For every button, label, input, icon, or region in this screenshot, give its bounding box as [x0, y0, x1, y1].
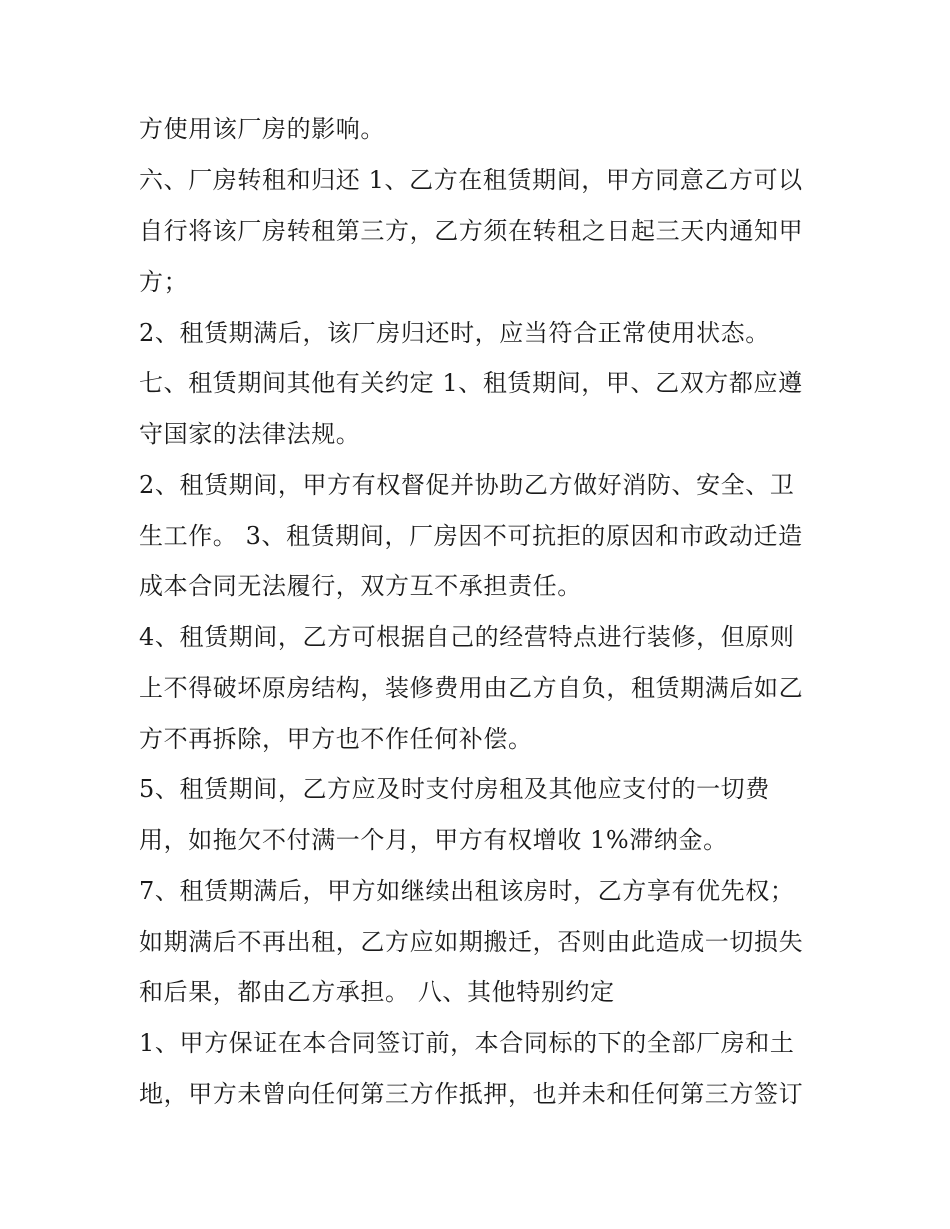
- text-line: 用，如拖欠不付满一个月，甲方有权增收 1%滞纳金。: [139, 826, 728, 854]
- text-line: 2、租赁期满后，该厂房归还时，应当符合正常使用状态。: [139, 319, 770, 347]
- text-line: 上不得破坏原房结构，装修费用由乙方自负，租赁期满后如乙: [139, 674, 804, 702]
- text-line: 七、租赁期间其他有关约定 1、租赁期间，甲、乙双方都应遵: [139, 369, 803, 397]
- text-line: 5、租赁期间，乙方应及时支付房租及其他应支付的一切费: [139, 775, 770, 803]
- text-line: 地，甲方未曾向任何第三方作抵押，也并未和任何第三方签订: [139, 1080, 804, 1108]
- text-line: 成本合同无法履行，双方互不承担责任。: [139, 572, 582, 600]
- text-line: 方不再拆除，甲方也不作任何补偿。: [139, 725, 533, 753]
- text-line: 方；: [139, 268, 189, 296]
- text-line: 自行将该厂房转租第三方，乙方须在转租之日起三天内通知甲: [139, 217, 804, 245]
- text-line: 守国家的法律法规。: [139, 420, 361, 448]
- text-line: 方使用该厂房的影响。: [139, 115, 385, 143]
- text-line: 2、租赁期间，甲方有权督促并协助乙方做好消防、安全、卫: [139, 471, 795, 499]
- text-line: 六、厂房转租和归还 1、乙方在租赁期间，甲方同意乙方可以: [139, 166, 803, 194]
- text-line: 4、租赁期间，乙方可根据自己的经营特点进行装修，但原则: [139, 623, 795, 651]
- text-line: 7、租赁期满后，甲方如继续出租该房时，乙方享有优先权；: [139, 877, 795, 905]
- text-line: 生工作。 3、租赁期间，厂房因不可抗拒的原因和市政动迁造: [139, 522, 803, 550]
- text-line: 如期满后不再出租，乙方应如期搬迁，否则由此造成一切损失: [139, 928, 804, 956]
- text-line: 和后果，都由乙方承担。 八、其他特别约定: [139, 978, 615, 1006]
- text-line: 1、甲方保证在本合同签订前，本合同标的下的全部厂房和土: [139, 1029, 795, 1057]
